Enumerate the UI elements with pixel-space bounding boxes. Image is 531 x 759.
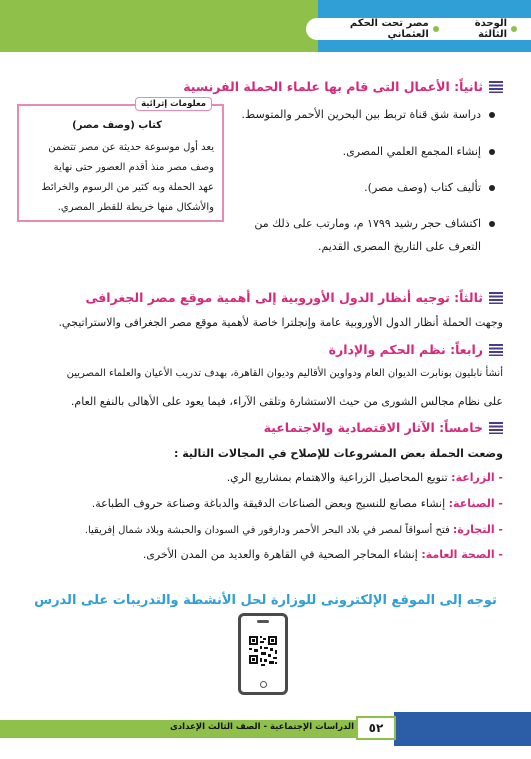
section-title: رابعاً: نظم الحكم والإدارة	[328, 342, 483, 357]
header-unit: الوحدة الثالثة	[474, 18, 508, 40]
bullet-icon	[489, 149, 495, 155]
list-item-label: - الصناعة:	[448, 497, 503, 510]
phone-speaker	[257, 620, 269, 623]
section-bars-icon	[489, 292, 503, 304]
list-item	[143, 548, 503, 561]
qr-code-icon[interactable]	[247, 630, 279, 676]
list-item-text: إنشاء المحاجر الصحية في القاهرة والعديد من المدن الأخرى.	[142, 548, 422, 561]
list-item	[85, 523, 503, 536]
bullet-text: إنشاء المجمع العلمي المصرى.	[342, 145, 481, 158]
bullet-text: تأليف كتاب (وصف مصر).	[364, 181, 481, 194]
info-box-line: وصف مصر منذ أقدم العصور حتى نهاية	[53, 162, 214, 173]
bullet-dot-icon	[511, 26, 517, 32]
phone-home-button	[260, 681, 267, 688]
info-box-tag: معلومات إثرائية	[135, 97, 212, 111]
section-title: خامساً: الآثار الاقتصادية والاجتماعية	[263, 420, 483, 435]
section-heading-3	[85, 290, 503, 305]
bullet-text: دراسة شق قناة تربط بين البحرين الأحمر والمتوسط.	[241, 108, 481, 121]
list-item-text: تنويع المحاصيل الزراعية والاهتمام بمشاريع الري.	[226, 471, 452, 484]
section-title: ثانياً: الأعمال التى قام بها علماء الحملة الفرنسية	[183, 79, 483, 94]
section-bars-icon	[489, 422, 503, 434]
section-5-intro: وضعت الحملة بعض المشروعات للإصلاح في المجالات التالية :	[173, 447, 503, 460]
list-item-text: فتح أسواقاً لمصر في بلاد البحر الأحمر ودارفور في السودان والحبشة وبلاد شمال إفريقيا.	[84, 525, 453, 536]
section-bars-icon	[489, 344, 503, 356]
section-heading-4	[329, 342, 503, 357]
section-bars-icon	[489, 81, 503, 93]
header-topic: مصر تحت الحكم العثماني	[349, 18, 429, 40]
bullet-dot-icon	[433, 26, 439, 32]
info-box-title: كتاب (وصف مصر)	[72, 120, 162, 131]
bullet-item	[242, 108, 495, 121]
section-3-text: وجهت الحملة أنظار الدول الأوروبية عامة وإنجلترا خاصة لأهمية موقع مصر الجغرافى والاستراتيجي.	[58, 316, 503, 329]
bullet-item	[364, 181, 495, 194]
bullet-continuation: التعرف على التاريخ المصرى القديم.	[317, 240, 481, 253]
info-box-line: والأشكال منها خريطة للقطر المصري.	[57, 202, 214, 213]
footer-text: الدراسات الإجتماعية - الصف الثالث الإعدادى	[170, 722, 354, 732]
list-item-text: إنشاء مصانع للنسيج وبعض الصناعات الدقيقة والدباغة وصناعة حروف الطباعة.	[91, 497, 449, 510]
bullet-icon	[489, 185, 495, 191]
bullet-item	[343, 145, 495, 158]
list-item-label: - التجارة:	[452, 523, 503, 536]
bullet-item	[254, 217, 495, 230]
list-item	[227, 471, 503, 484]
phone-icon	[238, 613, 288, 695]
header-green-band	[0, 0, 318, 52]
section-4-line-2: على نظام مجالس الشورى من حيث الاستشارة وتلقى الآراء، فيما يعود على الأهالى بالنفع العام.	[70, 395, 503, 408]
bullet-icon	[489, 221, 495, 227]
section-heading-2	[183, 79, 503, 94]
list-item	[92, 497, 503, 510]
info-box-line: عهد الحملة وبه كثير من الرسوم والخرائط	[41, 182, 214, 193]
list-item-label: - الزراعة:	[451, 471, 503, 484]
page-number: ٥٢	[356, 716, 396, 740]
list-item-label: - الصحة العامة:	[421, 548, 503, 561]
header-breadcrumb	[306, 18, 531, 40]
bullet-icon	[489, 112, 495, 118]
section-title: ثالثاً: توجيه أنظار الدول الأوروبية إلى أهمية موقع مصر الجغرافى	[85, 290, 483, 305]
footer-blue-band	[394, 712, 531, 746]
section-heading-5	[264, 420, 503, 435]
info-box	[17, 99, 224, 222]
section-4-line-1: أنشأ نابليون بونابرت الديوان العام ودواوين الأقاليم وديوان القاهرة، بهدف تدريب الأعيان والعلماء المصريين	[66, 368, 503, 379]
info-box-line: يعد أول موسوعة حديثة عن مصر تتضمن	[48, 142, 214, 153]
website-cta-link[interactable]: توجه إلى الموقع الإلكترونى للوزارة لحل الأنشطة والتدريبات على الدرس	[34, 593, 497, 608]
bullet-text: اكتشاف حجر رشيد ١٧٩٩ م، ومارتب على ذلك من	[254, 217, 481, 230]
